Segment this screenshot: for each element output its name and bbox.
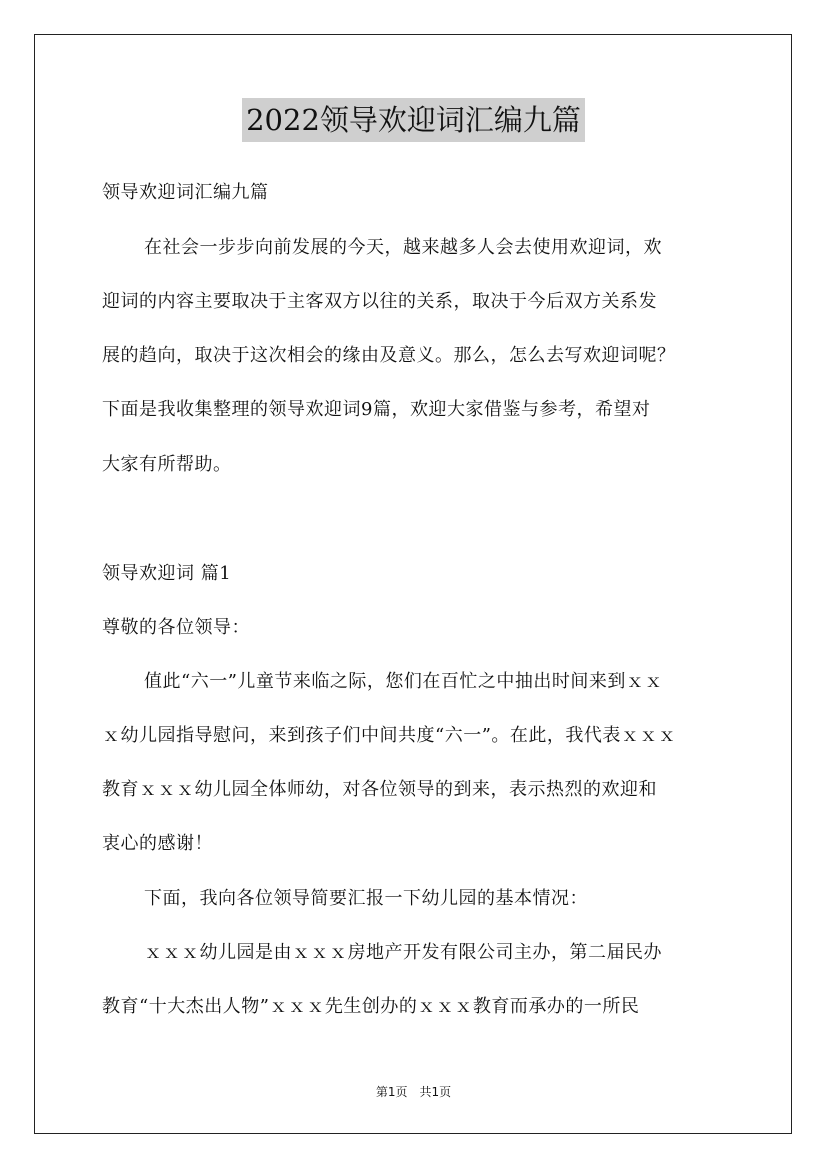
paragraph-line: 迎词的内容主要取决于主客双方以往的关系，取决于今后双方关系发: [102, 291, 657, 312]
document-title-text: 2022领导欢迎词汇编九篇: [242, 98, 585, 142]
paragraph-line: 大家有所帮助。: [102, 454, 232, 475]
salutation: 尊敬的各位领导：: [102, 617, 250, 638]
paragraph-line: 领导欢迎词汇编九篇: [102, 182, 269, 203]
paragraph-line: 下面，我向各位领导简要汇报一下幼儿园的基本情况：: [144, 888, 588, 909]
page-footer: 第1页 共1页: [375, 1085, 452, 1099]
paragraph-line: 教育“十大杰出人物”ｘｘｘ先生创办的ｘｘｘ教育而承办的一所民: [102, 996, 640, 1017]
paragraph-line: ｘｘｘ幼儿园是由ｘｘｘ房地产开发有限公司主办，第二届民办: [144, 942, 662, 963]
paragraph-line: 展的趋向，取决于这次相会的缘由及意义。那么，怎么去写欢迎词呢？: [102, 345, 676, 366]
paragraph-line: 衷心的感谢！: [102, 833, 213, 854]
section-heading: 领导欢迎词 篇1: [102, 563, 232, 584]
paragraph-line: 值此“六一”儿童节来临之际，您们在百忙之中抽出时间来到ｘｘ: [144, 671, 663, 692]
paragraph-line: 教育ｘｘｘ幼儿园全体师幼，对各位领导的到来，表示热烈的欢迎和: [102, 779, 657, 800]
paragraph-line: 在社会一步步向前发展的今天，越来越多人会去使用欢迎词，欢: [144, 237, 662, 258]
paragraph-line: 下面是我收集整理的领导欢迎词9篇，欢迎大家借鉴与参考，希望对: [102, 399, 651, 420]
paragraph-line: ｘ幼儿园指导慰问，来到孩子们中间共度“六一”。在此，我代表ｘｘｘ: [102, 725, 677, 746]
document-title: [0, 98, 827, 142]
